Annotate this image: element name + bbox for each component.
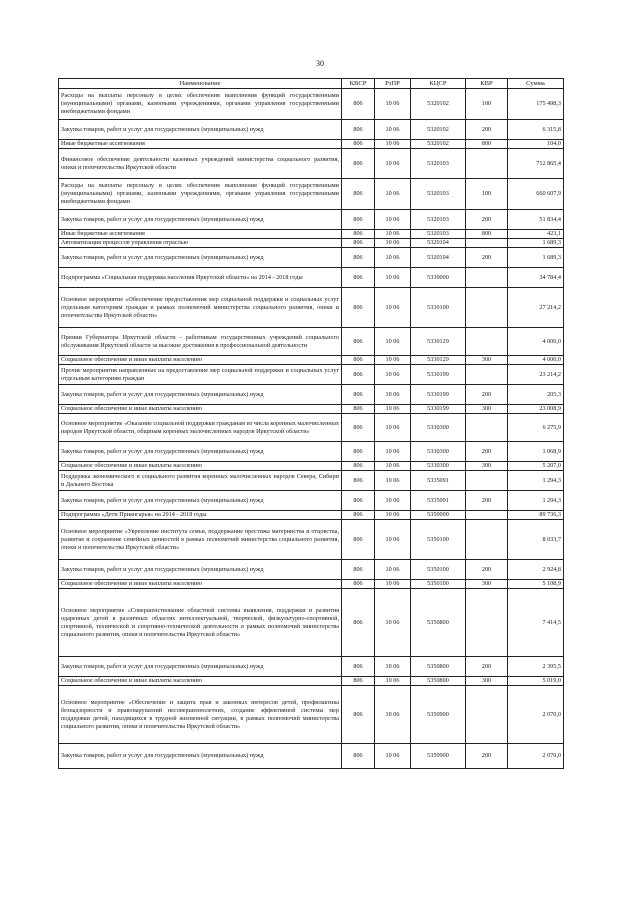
row-sum-cell: 1 689,3 [508,248,564,268]
row-rzpr-cell: 10 06 [375,471,411,491]
row-name-cell: Социальное обеспечение и иные выплаты населению [59,462,342,471]
row-kvr-cell: 200 [466,248,508,268]
table-row [59,462,564,471]
row-kvsr-cell: 806 [342,560,375,580]
row-name-cell: Социальное обеспечение и иные выплаты населению [59,677,342,686]
row-rzpr-cell: 10 06 [375,385,411,405]
row-sum-cell: 1 294,3 [508,471,564,491]
row-kcsr-cell: 5330129 [411,328,466,356]
row-name-cell: Основное мероприятие «Совершенствование областной системы выявления, поддержки и развития одаренных детей в различных областях интеллектуальной, творческой, физкультурно-спортивной, спортивной, технической и спортивно-технической деятельности в рамках полномочий министерства социального развития, опеки и попечительства Иркутской области» [59,589,342,657]
row-rzpr-cell: 10 06 [375,491,411,511]
row-rzpr-cell: 10 06 [375,589,411,657]
column-header-kvsr: КВСР [342,79,375,89]
row-sum-cell: 7 414,5 [508,589,564,657]
row-rzpr-cell: 10 06 [375,140,411,149]
row-rzpr-cell: 10 06 [375,89,411,120]
row-name-cell: Социальное обеспечение и иные выплаты населению [59,580,342,589]
row-rzpr-cell: 10 06 [375,210,411,230]
row-kvr-cell [466,149,508,179]
row-kcsr-cell: 5350900 [411,744,466,769]
table-row [59,580,564,589]
row-kvsr-cell: 806 [342,405,375,414]
table-row [59,385,564,405]
column-header-sum: Сумма [508,79,564,89]
table-row [59,268,564,288]
row-kvr-cell: 300 [466,677,508,686]
row-kvr-cell: 200 [466,385,508,405]
row-kvsr-cell: 806 [342,744,375,769]
row-rzpr-cell: 10 06 [375,405,411,414]
row-kcsr-cell: 5350100 [411,520,466,560]
row-kcsr-cell: 5335091 [411,471,466,491]
column-header-name: Наименование [59,79,342,89]
row-name-cell: Закупка товаров, работ и услуг для государственных (муниципальных) нужд [59,120,342,140]
row-kvsr-cell: 806 [342,589,375,657]
row-kvsr-cell: 806 [342,210,375,230]
row-kvr-cell [466,288,508,328]
row-kvr-cell [466,414,508,442]
row-kcsr-cell: 5320104 [411,239,466,248]
row-kvr-cell [466,365,508,385]
row-kcsr-cell: 5320103 [411,179,466,210]
row-kcsr-cell: 5320102 [411,120,466,140]
row-kvr-cell: 200 [466,210,508,230]
row-rzpr-cell: 10 06 [375,442,411,462]
row-sum-cell: 5 207,0 [508,462,564,471]
row-kcsr-cell: 5350100 [411,560,466,580]
row-kvsr-cell: 806 [342,442,375,462]
row-sum-cell: 8 033,7 [508,520,564,560]
row-name-cell: Подпрограмма «Дети Приангарья» на 2014 - 2018 годы [59,511,342,520]
row-kvsr-cell: 806 [342,328,375,356]
row-rzpr-cell: 10 06 [375,511,411,520]
row-name-cell: Прочие мероприятия направленные на предоставление мер социальной поддержки и социальных услуг отдельным категориям граждан [59,365,342,385]
table-row [59,471,564,491]
row-rzpr-cell: 10 06 [375,744,411,769]
row-kvsr-cell: 806 [342,149,375,179]
row-kvr-cell: 300 [466,356,508,365]
row-sum-cell: 1 689,3 [508,239,564,248]
row-kcsr-cell: 5350100 [411,580,466,589]
row-sum-cell: 1 068,9 [508,442,564,462]
table-row [59,589,564,657]
row-sum-cell: 205,3 [508,385,564,405]
row-name-cell: Премии Губернатора Иркутской области - работникам государственных учреждений социального обслуживания Иркутской области за высокие достижения в профессиональной деятельности [59,328,342,356]
row-rzpr-cell: 10 06 [375,239,411,248]
row-name-cell: Поддержка экономического и социального развития коренных малочисленных народов Севера, Сибири и Дальнего Востока [59,471,342,491]
row-sum-cell: 23 214,2 [508,365,564,385]
row-kvr-cell: 200 [466,120,508,140]
row-kcsr-cell: 5320102 [411,89,466,120]
row-kvr-cell [466,471,508,491]
row-sum-cell: 660 607,9 [508,179,564,210]
row-kvr-cell: 300 [466,580,508,589]
row-kcsr-cell: 5320103 [411,210,466,230]
row-kvr-cell [466,511,508,520]
table-row [59,511,564,520]
table-row [59,179,564,210]
row-kvr-cell: 200 [466,442,508,462]
row-kvsr-cell: 806 [342,365,375,385]
row-sum-cell: 5 019,0 [508,677,564,686]
table-body [59,89,564,769]
table-row [59,686,564,744]
column-header-rzpr: РзПР [375,79,411,89]
table-row [59,520,564,560]
row-rzpr-cell: 10 06 [375,328,411,356]
row-kcsr-cell: 5330300 [411,462,466,471]
row-name-cell: Основное мероприятие «Оказание социальной поддержки гражданам из числа коренных малочисленных народов Иркутской области, общинам коренных малочисленных народов Иркутской области» [59,414,342,442]
row-kcsr-cell: 5330100 [411,288,466,328]
table-row [59,120,564,140]
row-kvsr-cell: 806 [342,657,375,677]
row-sum-cell: 89 736,3 [508,511,564,520]
row-name-cell: Закупка товаров, работ и услуг для государственных (муниципальных) нужд [59,657,342,677]
row-kvsr-cell: 806 [342,462,375,471]
row-kvr-cell: 300 [466,405,508,414]
row-sum-cell: 34 784,4 [508,268,564,288]
row-name-cell: Закупка товаров, работ и услуг для государственных (муниципальных) нужд [59,744,342,769]
page-number: 30 [316,59,324,68]
row-kcsr-cell: 5330000 [411,268,466,288]
row-kcsr-cell: 5330199 [411,365,466,385]
row-kvr-cell: 100 [466,89,508,120]
row-kcsr-cell: 5320103 [411,230,466,239]
row-kvsr-cell: 806 [342,520,375,560]
table-row [59,230,564,239]
row-rzpr-cell: 10 06 [375,414,411,442]
row-kvsr-cell: 806 [342,414,375,442]
row-rzpr-cell: 10 06 [375,677,411,686]
row-rzpr-cell: 10 06 [375,580,411,589]
row-sum-cell: 2 070,0 [508,744,564,769]
row-rzpr-cell: 10 06 [375,560,411,580]
row-kvsr-cell: 806 [342,677,375,686]
table-row [59,356,564,365]
row-rzpr-cell: 10 06 [375,179,411,210]
row-kvr-cell: 200 [466,657,508,677]
row-kcsr-cell: 5330300 [411,442,466,462]
row-kvsr-cell: 806 [342,686,375,744]
row-kvr-cell [466,239,508,248]
table-header-row [59,79,564,89]
row-kvr-cell: 300 [466,462,508,471]
row-rzpr-cell: 10 06 [375,248,411,268]
table-row [59,140,564,149]
row-sum-cell: 6 315,8 [508,120,564,140]
row-name-cell: Расходы на выплаты персоналу в целях обеспечения выполнения функций государственными (муниципальными) органами, казенными учреждениями, органами управления государственными внебюджетными фондами [59,179,342,210]
row-sum-cell: 1 294,3 [508,491,564,511]
row-name-cell: Финансовое обеспечение деятельности казенных учреждений министерства социального развития, опеки и попечительства Иркутской области [59,149,342,179]
table-row [59,405,564,414]
row-kvr-cell [466,328,508,356]
row-kvsr-cell: 806 [342,385,375,405]
row-kvsr-cell: 806 [342,140,375,149]
row-rzpr-cell: 10 06 [375,230,411,239]
row-kvr-cell [466,520,508,560]
row-name-cell: Расходы на выплаты персоналу в целях обеспечения выполнения функций государственными (муниципальными) органами, казенными учреждениями, органами управления государственными внебюджетными фондами [59,89,342,120]
row-sum-cell: 23 008,9 [508,405,564,414]
row-kcsr-cell: 5350900 [411,686,466,744]
row-name-cell: Закупка товаров, работ и услуг для государственных (муниципальных) нужд [59,385,342,405]
row-kvsr-cell: 806 [342,120,375,140]
row-name-cell: Закупка товаров, работ и услуг для государственных (муниципальных) нужд [59,210,342,230]
row-sum-cell: 2 924,8 [508,560,564,580]
row-sum-cell: 6 275,9 [508,414,564,442]
row-kcsr-cell: 5320104 [411,248,466,268]
row-kvsr-cell: 806 [342,580,375,589]
row-kvsr-cell: 806 [342,511,375,520]
row-name-cell: Автоматизация процессов управления отраслью [59,239,342,248]
table-row [59,328,564,356]
row-name-cell: Основное мероприятие «Обеспечение предоставления мер социальной поддержки и социальных услуг отдельным категориям граждан в рамках полномочий министерства социального развития, опеки и попечительства Иркутской области» [59,288,342,328]
row-name-cell: Иные бюджетные ассигнования [59,230,342,239]
table-row [59,239,564,248]
row-name-cell: Закупка товаров, работ и услуг для государственных (муниципальных) нужд [59,442,342,462]
row-kcsr-cell: 5330199 [411,405,466,414]
row-kvr-cell: 100 [466,179,508,210]
row-rzpr-cell: 10 06 [375,268,411,288]
row-kvsr-cell: 806 [342,491,375,511]
row-sum-cell: 2 395,5 [508,657,564,677]
column-header-kcsr: КЦСР [411,79,466,89]
row-rzpr-cell: 10 06 [375,356,411,365]
row-kvsr-cell: 806 [342,179,375,210]
row-name-cell: Социальное обеспечение и иные выплаты населению [59,356,342,365]
table-row [59,491,564,511]
table-row [59,89,564,120]
row-kvr-cell [466,589,508,657]
row-name-cell: Основное мероприятие «Обеспечение и защита прав и законных интересов детей, профилактика безнадзорности и правонарушений несовершеннолетних, создание эффективной системы мер поддержки детей, находящихся в трудной жизненной ситуации, в рамках полномочий министерства социального развития, опеки и попечительства Иркутской области» [59,686,342,744]
row-kcsr-cell: 5330199 [411,385,466,405]
row-kvsr-cell: 806 [342,268,375,288]
row-name-cell: Основное мероприятие «Укрепление института семьи, поддержание престижа материнства и отцовства, развитие и сохранение семейных ценностей в рамках полномочий министерства социального развития, опеки и попечительства Иркутской области» [59,520,342,560]
row-sum-cell: 4 000,0 [508,356,564,365]
row-name-cell: Иные бюджетные ассигнования [59,140,342,149]
row-sum-cell: 2 070,0 [508,686,564,744]
row-name-cell: Закупка товаров, работ и услуг для государственных (муниципальных) нужд [59,491,342,511]
row-kcsr-cell: 5320103 [411,149,466,179]
row-kcsr-cell: 5350800 [411,677,466,686]
row-kcsr-cell: 5330129 [411,356,466,365]
row-kvr-cell: 200 [466,560,508,580]
table-row [59,677,564,686]
row-rzpr-cell: 10 06 [375,686,411,744]
row-name-cell: Закупка товаров, работ и услуг для государственных (муниципальных) нужд [59,248,342,268]
table-row [59,149,564,179]
row-rzpr-cell: 10 06 [375,462,411,471]
row-kcsr-cell: 5330300 [411,414,466,442]
table-row [59,442,564,462]
table-row [59,288,564,328]
budget-table [58,78,564,769]
row-kcsr-cell: 5335091 [411,491,466,511]
row-rzpr-cell: 10 06 [375,520,411,560]
row-kvsr-cell: 806 [342,248,375,268]
row-kvsr-cell: 806 [342,471,375,491]
row-sum-cell: 712 865,4 [508,149,564,179]
row-rzpr-cell: 10 06 [375,120,411,140]
row-kvr-cell: 800 [466,140,508,149]
row-sum-cell: 5 108,9 [508,580,564,589]
row-sum-cell: 423,1 [508,230,564,239]
row-kvr-cell: 200 [466,491,508,511]
row-kvsr-cell: 806 [342,239,375,248]
row-kcsr-cell: 5350800 [411,589,466,657]
table-row [59,248,564,268]
table-row [59,210,564,230]
row-name-cell: Закупка товаров, работ и услуг для государственных (муниципальных) нужд [59,560,342,580]
row-name-cell: Подпрограмма «Социальная поддержка населения Иркутской области» на 2014 - 2018 годы [59,268,342,288]
table-row [59,414,564,442]
row-kvr-cell [466,268,508,288]
row-sum-cell: 175 498,3 [508,89,564,120]
row-sum-cell: 51 834,4 [508,210,564,230]
column-header-kvr: КВР [466,79,508,89]
row-kvr-cell [466,686,508,744]
row-rzpr-cell: 10 06 [375,657,411,677]
table-row [59,365,564,385]
row-rzpr-cell: 10 06 [375,365,411,385]
table-row [59,657,564,677]
row-kvr-cell: 800 [466,230,508,239]
row-kcsr-cell: 5350000 [411,511,466,520]
row-kcsr-cell: 5320102 [411,140,466,149]
row-kvr-cell: 200 [466,744,508,769]
row-kvsr-cell: 806 [342,288,375,328]
row-rzpr-cell: 10 06 [375,288,411,328]
table-row [59,560,564,580]
row-sum-cell: 27 214,2 [508,288,564,328]
row-kvsr-cell: 806 [342,230,375,239]
row-kvsr-cell: 806 [342,89,375,120]
row-kvsr-cell: 806 [342,356,375,365]
row-sum-cell: 104,0 [508,140,564,149]
table-row [59,744,564,769]
row-kcsr-cell: 5350800 [411,657,466,677]
row-name-cell: Социальное обеспечение и иные выплаты населению [59,405,342,414]
row-sum-cell: 4 000,0 [508,328,564,356]
row-rzpr-cell: 10 06 [375,149,411,179]
